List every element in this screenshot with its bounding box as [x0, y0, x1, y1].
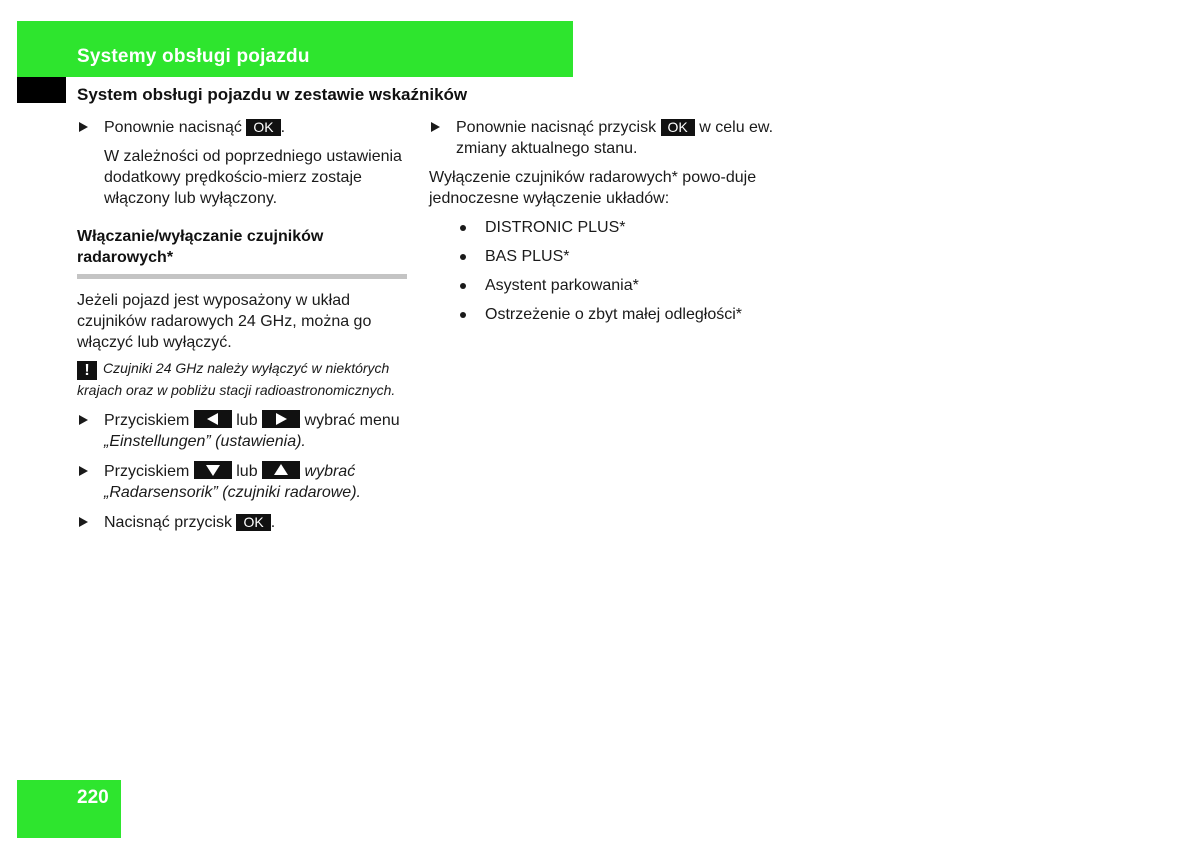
bullet-dot-icon	[460, 254, 466, 260]
divider	[77, 274, 407, 279]
step-select-menu	[77, 410, 412, 452]
step-note: W zależności od poprzedniego ustawienia dodatkowy prędkościo-mierz zostaje włączony lub wyłączony.	[104, 148, 402, 207]
chapter-title: Systemy obsługi pojazdu	[77, 46, 310, 67]
list-item-label: BAS PLUS*	[485, 248, 570, 265]
step-select-radar	[77, 461, 412, 503]
warning-text: Czujniki 24 GHz należy wyłączyć w niektórych krajach oraz w pobliżu stacji radioastronomicznych.	[77, 360, 396, 398]
triangle-bullet-icon	[79, 517, 88, 527]
menu-item-name: wybrać „Radarsensorik” (czujniki radarowe).	[104, 463, 361, 501]
list-item	[429, 217, 774, 238]
list-item-label: Asystent parkowania*	[485, 277, 639, 294]
left-arrow-key-icon	[194, 410, 232, 428]
section-title: System obsługi pojazdu w zestawie wskaźników	[77, 85, 468, 104]
subheading: Włączanie/wyłączanie czujników radarowych*	[77, 228, 324, 266]
step-text: Przyciskiem	[104, 412, 190, 429]
intro-paragraph: Jeżeli pojazd jest wyposażony w układ czujników radarowych 24 GHz, można go włączyć lub wyłączyć.	[77, 292, 372, 351]
list-item	[429, 246, 774, 267]
section-marker	[17, 77, 66, 103]
step-punct: .	[280, 119, 286, 136]
ok-key: OK	[246, 119, 280, 136]
right-arrow-key-icon	[262, 410, 300, 428]
system-intro: Wyłączenie czujników radarowych* powo-duje jednoczesne wyłączenie układów:	[429, 169, 757, 207]
step-punct: .	[270, 514, 276, 531]
ok-key: OK	[661, 119, 695, 136]
step-text: Przyciskiem	[104, 463, 190, 480]
list-item-label: Ostrzeżenie o zbyt małej odległości*	[485, 306, 743, 323]
bullet-dot-icon	[460, 283, 466, 289]
list-item	[429, 304, 774, 325]
up-arrow-key-icon	[262, 461, 300, 479]
ok-key: OK	[236, 514, 270, 531]
step-text: wybrać menu	[304, 412, 400, 429]
step-text: Ponownie nacisnąć przycisk	[456, 119, 657, 136]
step-press-ok	[77, 117, 412, 138]
right-column	[429, 117, 774, 325]
triangle-bullet-icon	[79, 415, 88, 425]
step-press-ok-again	[429, 117, 774, 159]
page-number: 220	[77, 787, 109, 808]
step-text: Ponownie nacisnąć	[104, 119, 242, 136]
menu-name: „Einstellungen” (ustawienia).	[104, 433, 306, 450]
step-text: Nacisnąć przycisk	[104, 514, 233, 531]
step-press-ok-final	[77, 512, 412, 533]
left-column	[77, 117, 412, 533]
warning-icon: !	[77, 361, 97, 380]
list-item-label: DISTRONIC PLUS*	[485, 219, 626, 236]
down-arrow-key-icon	[194, 461, 232, 479]
triangle-bullet-icon	[79, 466, 88, 476]
step-text: lub	[236, 412, 258, 429]
warning-note	[77, 358, 412, 401]
step-text: lub	[236, 463, 258, 480]
step-text: w celu ew. zmiany aktualnego stanu.	[456, 119, 774, 157]
bullet-dot-icon	[460, 312, 466, 318]
bullet-dot-icon	[460, 225, 466, 231]
list-item	[429, 275, 774, 296]
triangle-bullet-icon	[79, 122, 88, 132]
triangle-bullet-icon	[431, 122, 440, 132]
